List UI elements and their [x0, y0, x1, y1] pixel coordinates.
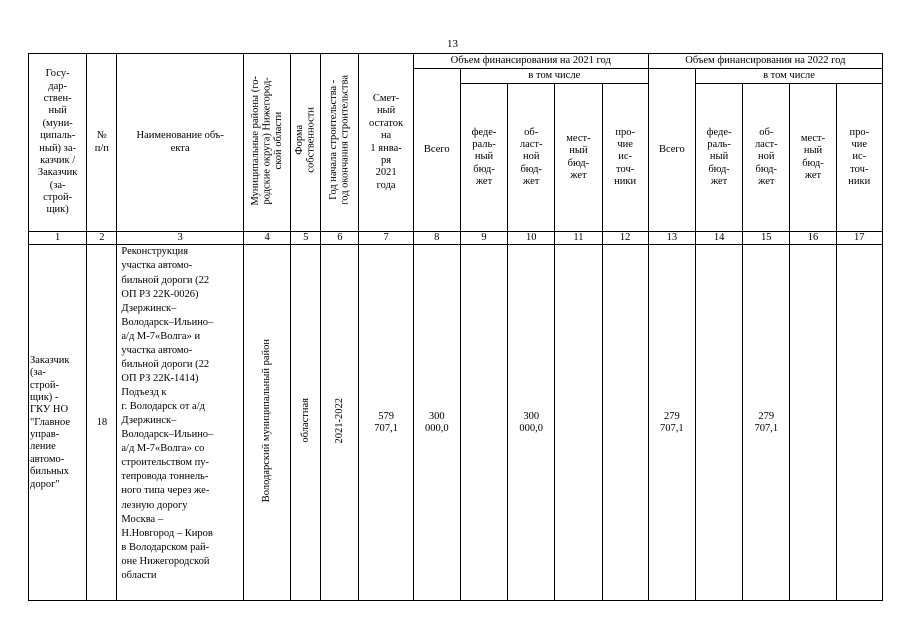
row-estimate: 579 707,1 — [359, 245, 413, 601]
header-total-2022: Всего — [648, 69, 695, 232]
col-number: 10 — [508, 232, 555, 245]
row-local-2022 — [790, 245, 836, 601]
col-number: 5 — [291, 232, 321, 245]
table-row — [29, 245, 883, 601]
row-federal-2022 — [695, 245, 742, 601]
col-number: 11 — [555, 232, 602, 245]
col-number: 2 — [87, 232, 117, 245]
col-number: 1 — [29, 232, 87, 245]
row-total-2021: 300 000,0 — [413, 245, 460, 601]
header-municipal-text: Муниципальные районы (го- родские округа) Нижегород- ской области — [249, 75, 284, 206]
col-number: 8 — [413, 232, 460, 245]
row-object-name — [117, 245, 244, 601]
financing-table — [28, 53, 883, 601]
row-ownership — [291, 245, 321, 601]
row-years-text: 2021-2022 — [334, 397, 346, 444]
header-estimate: Смет- ный остаток на 1 янва- ря 2021 года — [359, 54, 413, 232]
row-regional-2021: 300 000,0 — [508, 245, 555, 601]
page-number: 13 — [447, 38, 458, 50]
row-other-2022 — [836, 245, 882, 601]
row-regional-2022: 279 707,1 — [743, 245, 790, 601]
header-other-2022: про- чие ис- точ- ники — [836, 84, 882, 232]
header-object-name: Наименование объ- екта — [117, 54, 244, 232]
col-number: 14 — [695, 232, 742, 245]
row-ownership-text: областная — [299, 398, 311, 443]
header-local-2022: мест- ный бюд- жет — [790, 84, 836, 232]
header-regional-2022: об- ласт- ной бюд- жет — [743, 84, 790, 232]
header-ownership — [291, 54, 321, 232]
header-local-2021: мест- ный бюд- жет — [555, 84, 602, 232]
header-federal-2022: феде- раль- ный бюд- жет — [695, 84, 742, 232]
header-regional-2021: об- ласт- ной бюд- жет — [508, 84, 555, 232]
header-federal-2021: феде- раль- ный бюд- жет — [460, 84, 507, 232]
row-municipal — [243, 245, 290, 601]
header-fin-2022: Объем финансирования на 2022 год — [648, 54, 882, 69]
col-number: 17 — [836, 232, 882, 245]
row-municipal-text: Володарский муниципальный район — [261, 339, 273, 503]
column-number-row — [29, 232, 883, 245]
header-municipal — [243, 54, 290, 232]
header-including-2022: в том числе — [695, 69, 882, 84]
col-number: 3 — [117, 232, 244, 245]
header-total-2021: Всего — [413, 69, 460, 232]
row-total-2022: 279 707,1 — [648, 245, 695, 601]
col-number: 9 — [460, 232, 507, 245]
row-local-2021 — [555, 245, 602, 601]
header-num: № п/п — [87, 54, 117, 232]
row-federal-2021 — [460, 245, 507, 601]
row-object-name-text: Реконструкция участка автомо- бильной дороги (22 ОП РЗ 22К-0026) Дзержинск– Володарск–Ильино– а/д М-7«Волга» и участка автомо- бильной дороги (22 ОП РЗ 22К-1414) Подъезд к г. Володарск от а/д Дзержинск– Володарск–Ильино– а/д М-7«Волга» со строительством пу- тепровода тоннель- ного типа через же- лезную дорогу Москва – Н.Новгород – Киров в Володарском рай- оне Нижегородской области — [121, 246, 214, 581]
col-number: 7 — [359, 232, 413, 245]
header-ownership-text: Форма собственности — [294, 107, 317, 174]
row-other-2021 — [602, 245, 648, 601]
row-num: 18 — [87, 245, 117, 601]
col-number: 4 — [243, 232, 290, 245]
header-fin-2021: Объем финансирования на 2021 год — [413, 54, 648, 69]
col-number: 6 — [321, 232, 359, 245]
row-years — [321, 245, 359, 601]
col-number: 15 — [743, 232, 790, 245]
col-number: 16 — [790, 232, 836, 245]
header-other-2021: про- чие ис- точ- ники — [602, 84, 648, 232]
row-customer: Заказчик (за- строй- щик) - ГКУ НО "Главное управ- ление автомо- бильных дорог" — [29, 245, 87, 601]
col-number: 13 — [648, 232, 695, 245]
header-including-2021: в том числе — [460, 69, 648, 84]
col-number: 12 — [602, 232, 648, 245]
header-years — [321, 54, 359, 232]
header-customer: Госу- дар- ствен- ный (муни- ципаль- ный) за- казчик / Заказчик (за- строй- щик) — [29, 54, 87, 232]
header-years-text: Год начала строительства - год окончания строительства — [328, 75, 351, 206]
